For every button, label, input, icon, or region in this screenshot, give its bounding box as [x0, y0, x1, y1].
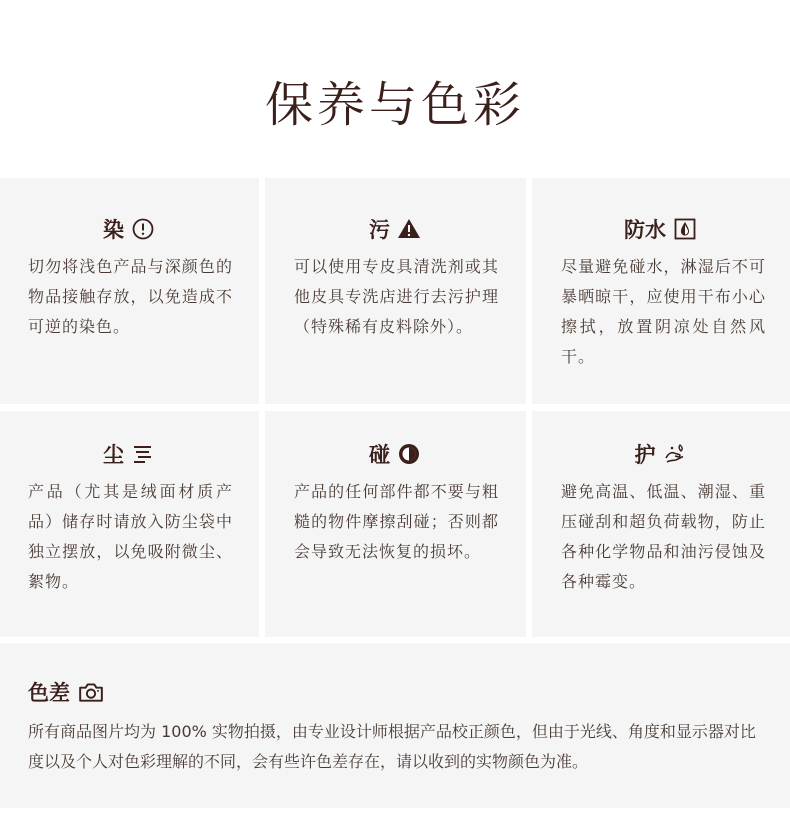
dust-lines-icon — [130, 441, 156, 467]
warning-triangle-icon — [396, 216, 422, 242]
card-body: 产品的任何部件都不要与粗糙的物件摩擦刮碰；否则都会导致无法恢复的损坏。 — [294, 482, 499, 561]
card-title: 护 — [634, 443, 656, 467]
card-title: 色差 — [28, 681, 70, 705]
care-card-stain — [265, 178, 526, 404]
color-difference-body: 所有商品图片均为 100% 实物拍摄，由专业设计师根据产品校正颜色，但由于光线、角度和显示器对比度以及个人对色彩理解的不同，会有些许色差存在，请以收到的实物颜色为准。 — [28, 722, 756, 771]
card-body: 尽量避免碰水，淋湿后不可暴晒晾干，应使用干布小心擦拭，放置阴凉处自然风干。 — [561, 257, 766, 366]
care-card-dye — [0, 178, 259, 404]
info-circle-icon — [130, 216, 156, 242]
card-body: 避免高温、低温、潮湿、重压碰刮和超负荷载物，防止各种化学物品和油污侵蚀及各种霉变。 — [561, 482, 766, 591]
care-card-waterproof — [532, 178, 790, 404]
care-hand-icon — [662, 441, 688, 467]
card-title: 碰 — [369, 443, 390, 467]
card-title: 染 — [103, 218, 124, 242]
care-card-protect — [532, 411, 790, 637]
card-body: 可以使用专皮具清洗剂或其他皮具专洗店进行去污护理（特殊稀有皮料除外）。 — [294, 257, 499, 336]
card-body: 切勿将浅色产品与深颜色的物品接触存放，以免造成不可逆的染色。 — [28, 257, 233, 336]
care-card-impact — [265, 411, 526, 637]
card-body: 产品（尤其是绒面材质产品）储存时请放入防尘袋中独立摆放，以免吸附微尘、絮物。 — [28, 482, 233, 591]
page-title: 保养与色彩 — [264, 77, 525, 133]
card-title: 防水 — [624, 218, 666, 242]
water-drop-icon — [672, 216, 698, 242]
care-card-dust — [0, 411, 259, 637]
camera-icon — [78, 679, 104, 705]
impact-circle-icon — [396, 441, 422, 467]
card-title: 尘 — [103, 443, 124, 467]
card-title: 污 — [369, 218, 390, 242]
color-difference-header — [28, 677, 104, 707]
